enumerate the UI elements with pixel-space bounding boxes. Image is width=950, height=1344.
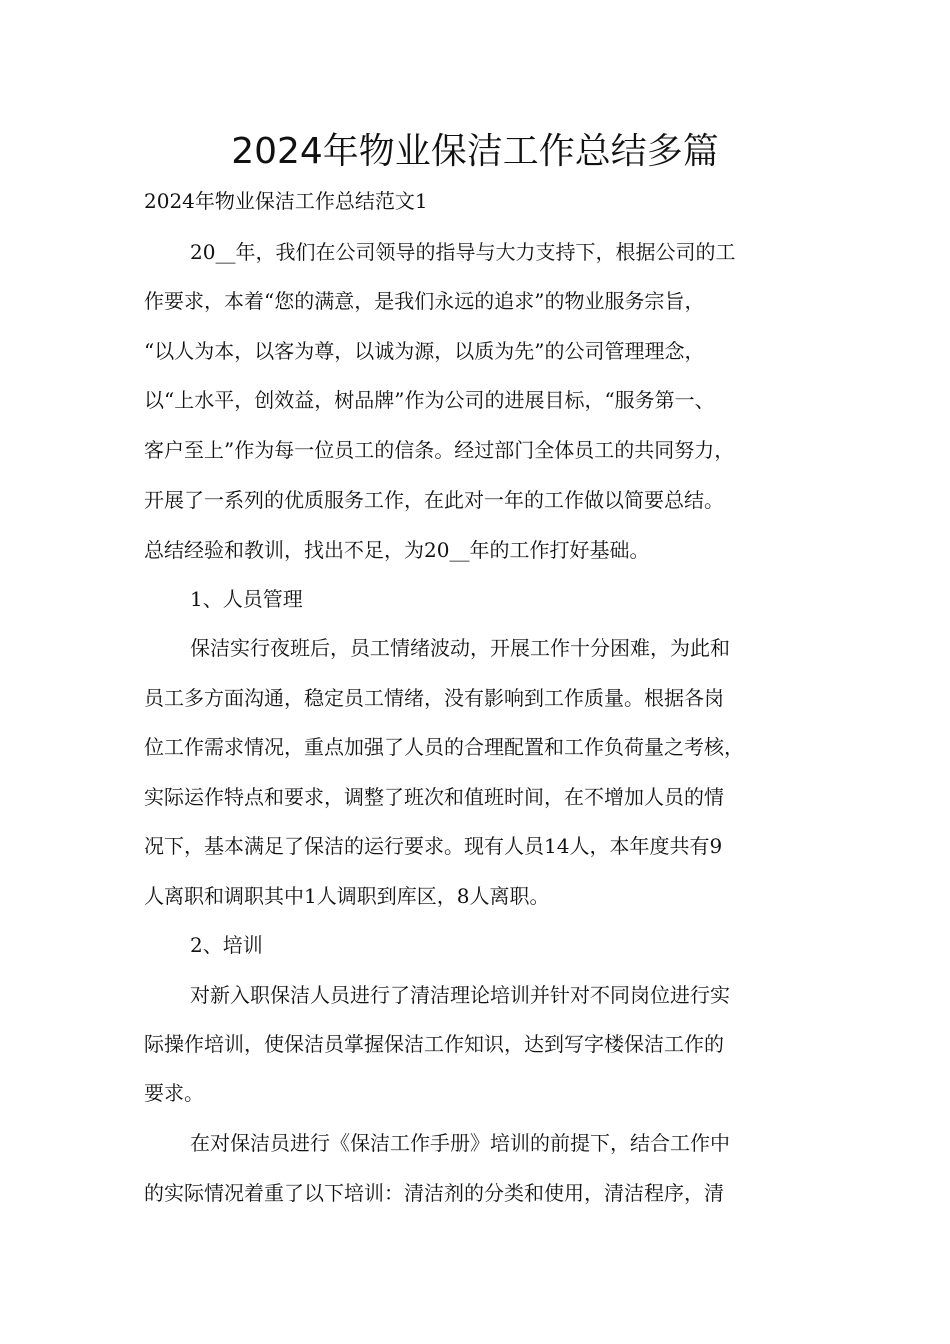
section-heading-training: 2、培训 xyxy=(190,933,263,957)
paragraph-line: 员工多方面沟通，稳定员工情绪，没有影响到工作质量。根据各岗 xyxy=(144,686,724,710)
paragraph-line: 况下，基本满足了保洁的运行要求。现有人员14人，本年度共有9 xyxy=(144,834,723,858)
paragraph-line: 要求。 xyxy=(144,1081,204,1105)
paragraph-line: 作要求，本着“您的满意，是我们永远的追求”的物业服务宗旨， xyxy=(144,289,705,313)
paragraph-line: 开展了一系列的优质服务工作，在此对一年的工作做以简要总结。 xyxy=(144,488,724,512)
paragraph-line: 保洁实行夜班后，员工情绪波动，开展工作十分困难，为此和 xyxy=(190,636,730,660)
paragraph-line: 在对保洁员进行《保洁工作手册》培训的前提下，结合工作中 xyxy=(190,1131,730,1155)
paragraph-line: 人离职和调职其中1人调职到库区，8人离职。 xyxy=(144,884,550,908)
paragraph-line: “以人为本，以客为尊，以诚为源，以质为先”的公司管理理念， xyxy=(144,339,705,363)
paragraph-line: 对新入职保洁人员进行了清洁理论培训并针对不同岗位进行实 xyxy=(190,983,730,1007)
paragraph-line: 总结经验和教训，找出不足，为20__年的工作打好基础。 xyxy=(144,538,650,562)
paragraph-line: 际操作培训，使保洁员掌握保洁工作知识，达到写字楼保洁工作的 xyxy=(144,1032,724,1056)
paragraph-line: 客户至上”作为每一位员工的信条。经过部门全体员工的共同努力， xyxy=(144,438,735,462)
paragraph-line: 20__年，我们在公司领导的指导与大力支持下，根据公司的工 xyxy=(190,240,736,264)
paragraph-line: 实际运作特点和要求，调整了班次和值班时间，在不增加人员的情 xyxy=(144,785,724,809)
document-subtitle: 2024年物业保洁工作总结范文1 xyxy=(144,189,428,213)
paragraph-line: 的实际情况着重了以下培训：清洁剂的分类和使用，清洁程序，清 xyxy=(144,1181,724,1205)
paragraph-line: 以“上水平，创效益，树品牌”作为公司的进展目标，“服务第一、 xyxy=(144,388,715,412)
paragraph-line: 位工作需求情况，重点加强了人员的合理配置和工作负荷量之考核， xyxy=(144,735,744,759)
document-title: 2024年物业保洁工作总结多篇 xyxy=(231,131,719,172)
section-heading-personnel: 1、人员管理 xyxy=(190,587,303,611)
